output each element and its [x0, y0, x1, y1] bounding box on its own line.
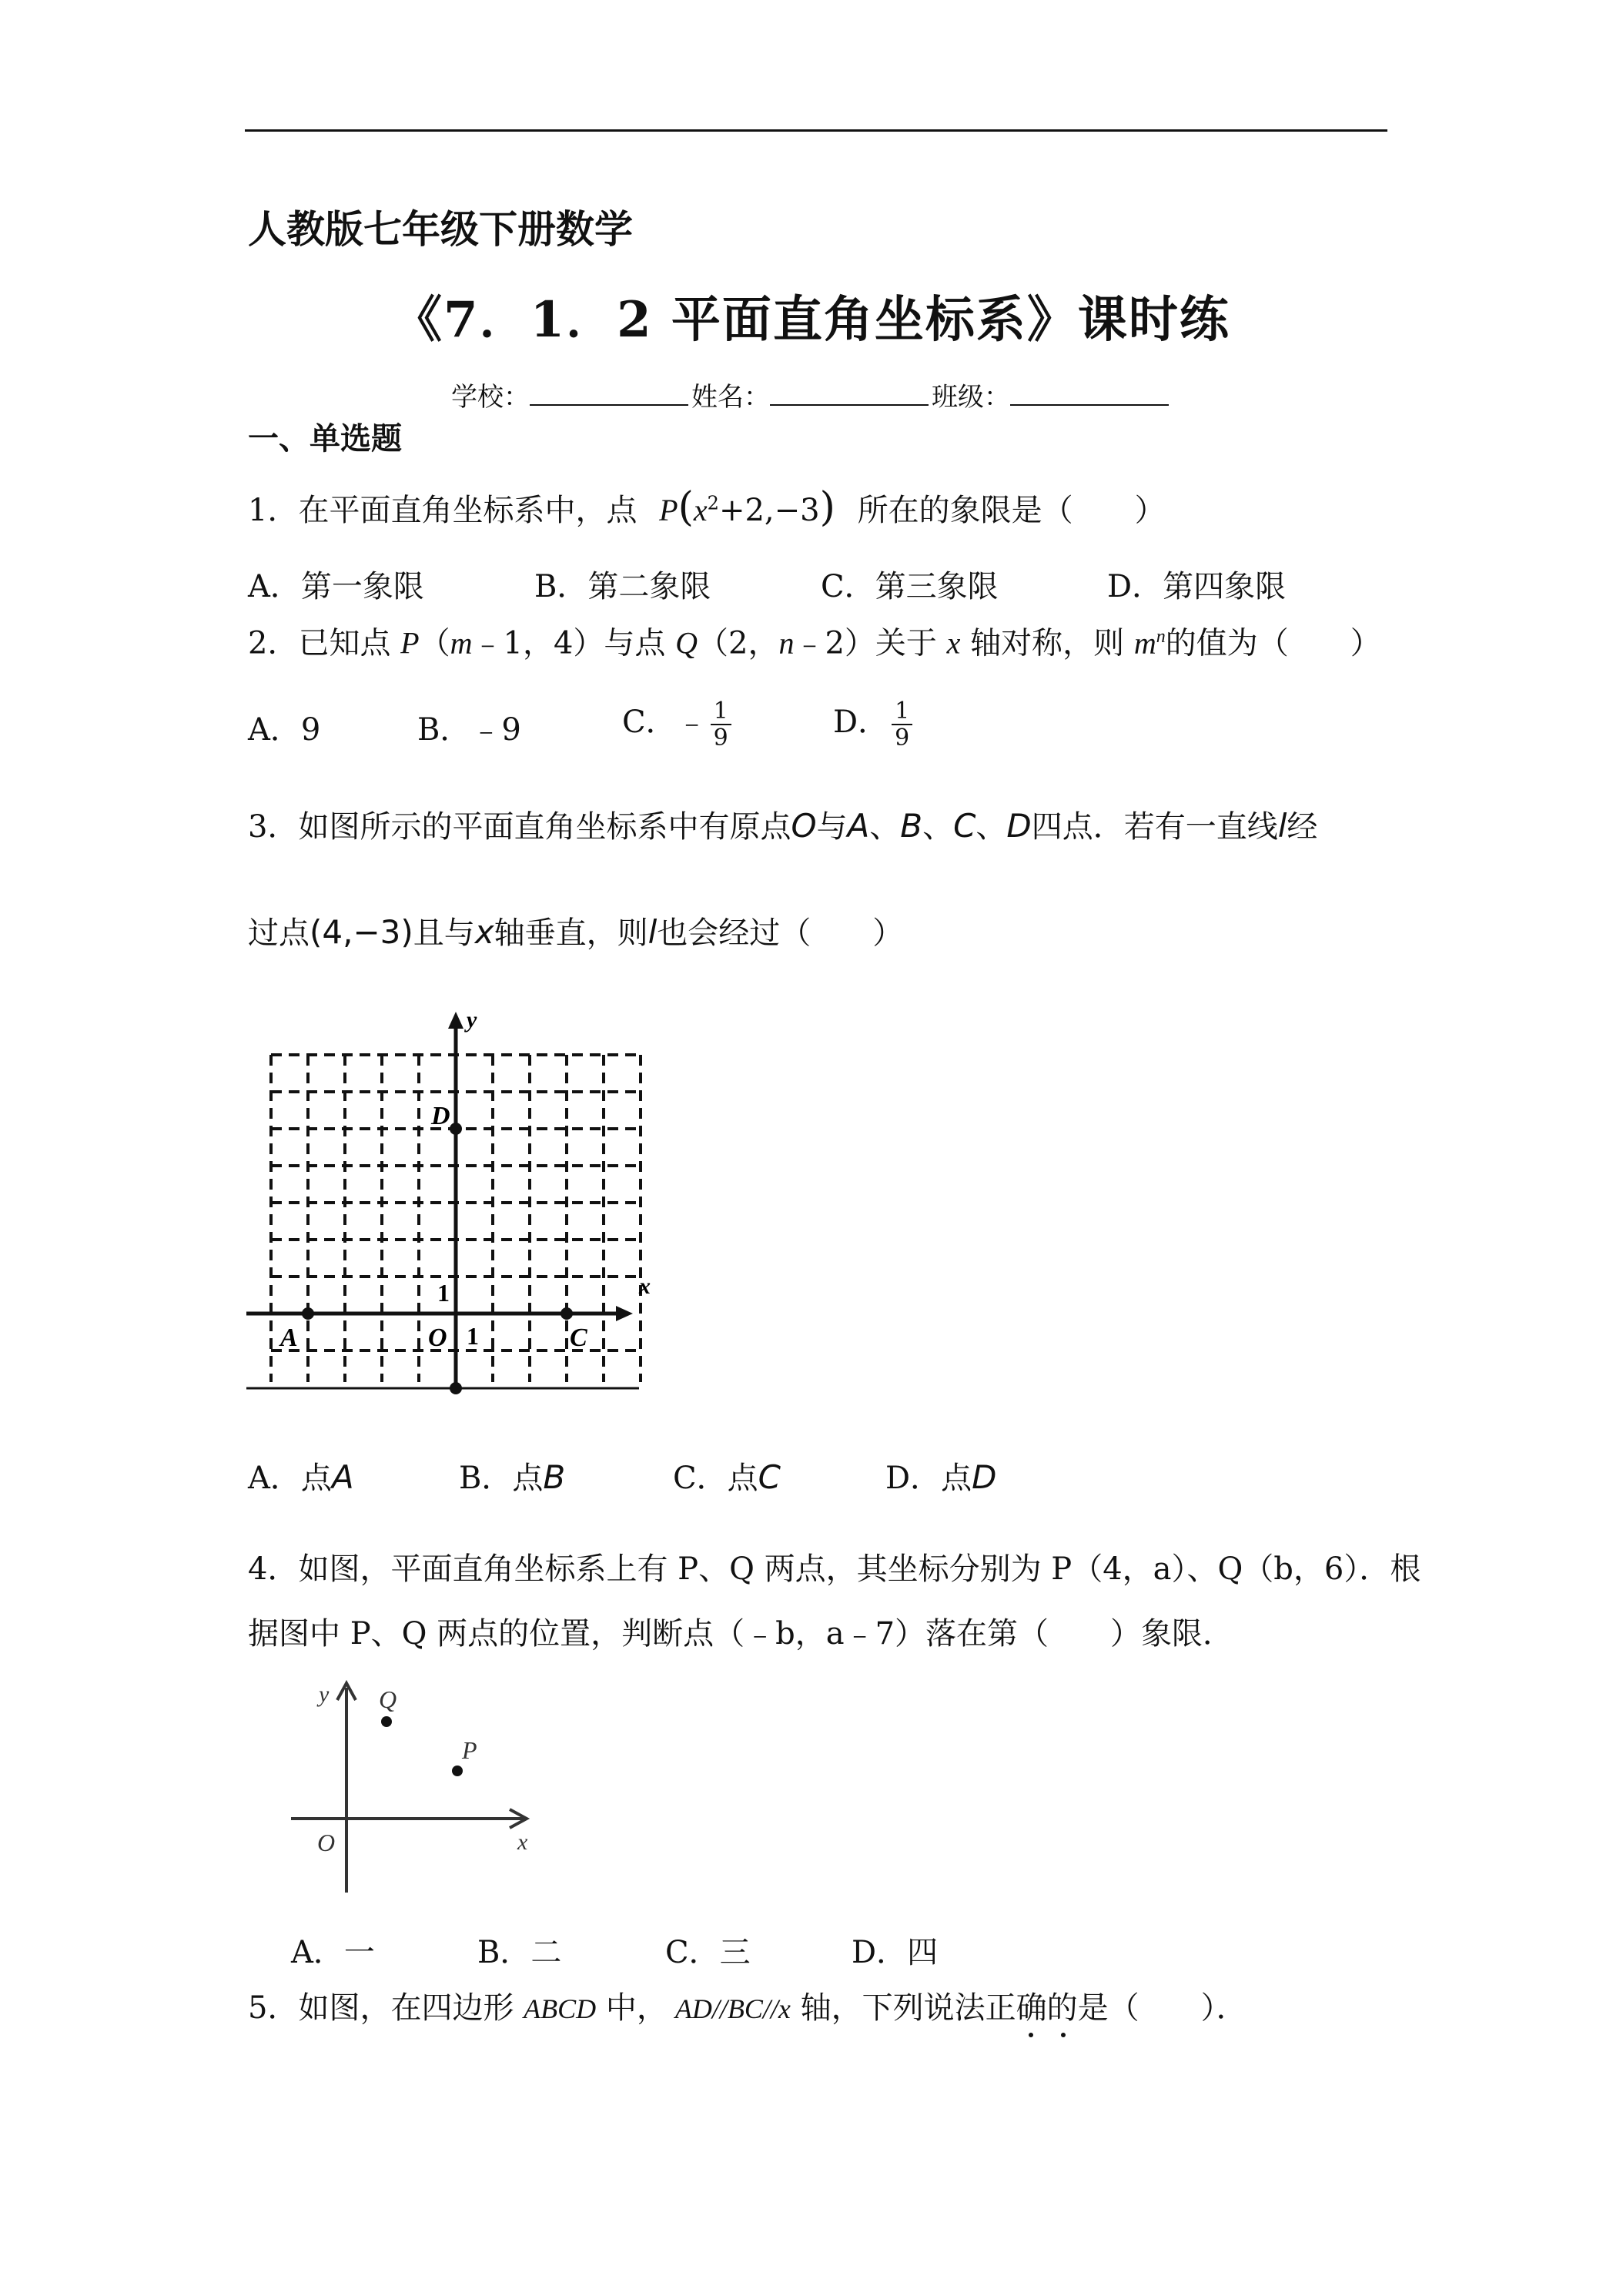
q4-label-o: O	[317, 1829, 336, 1856]
q4-x-label: x	[517, 1829, 528, 1855]
name-label: 姓名：	[691, 382, 770, 413]
q2-option-d[interactable]: D． $\frac{1}{9}$	[833, 698, 915, 751]
q3-coordinate-grid	[239, 1001, 654, 1401]
q3-point-a	[302, 1307, 314, 1320]
school-blank[interactable]	[530, 383, 688, 406]
q1-option-d[interactable]: D．第四象限	[1107, 569, 1287, 604]
q2-option-c[interactable]: C．﹣ $\frac{1}{9}$	[622, 698, 735, 751]
page-title: 《7．1．2 平面直角坐标系》课时练	[393, 291, 1230, 349]
q1-suffix: 所在的象限是（ ）	[857, 493, 1166, 528]
q1-option-a[interactable]: A．第一象限	[248, 569, 424, 604]
q3-point-b	[450, 1382, 462, 1394]
question-5: 5．如图，在四边形 ABCD 中， AD//BC//x 轴，下列说法正确的是（ ）．	[248, 1990, 1247, 2026]
q4-point-p	[452, 1766, 463, 1776]
q2-option-a[interactable]: A．9	[248, 712, 321, 748]
header-rule	[245, 129, 1387, 132]
q1-option-c[interactable]: C．第三象限	[821, 569, 999, 604]
student-info-line	[0, 376, 1623, 413]
section-heading: 一、单选题	[248, 420, 402, 457]
q3-label-a: A	[280, 1324, 298, 1352]
q3-option-c[interactable]: C．点C	[673, 1458, 781, 1496]
class-blank[interactable]	[1010, 383, 1169, 406]
q2-fraction-d: $\frac{1}{9}$	[892, 698, 912, 751]
q3-option-a[interactable]: A．点A	[248, 1458, 354, 1496]
q5-emphasis-dot-2	[1061, 2033, 1066, 2037]
series-title: 人教版七年级下册数学	[248, 206, 633, 252]
question-4-line-1: 4．如图，平面直角坐标系上有 P、Q 两点，其坐标分别为 P（4，a）、Q（b，6）．根	[248, 1551, 1421, 1587]
q1-option-b[interactable]: B．第二象限	[534, 569, 711, 604]
question-3-line-2: 过点(4,−3)且与x轴垂直，则l也会经过（ ）	[248, 913, 904, 951]
q3-label-c: C	[570, 1324, 587, 1352]
q4-coordinate-figure	[285, 1669, 547, 1900]
q4-option-d[interactable]: D．四	[852, 1935, 939, 1970]
q3-y-arrow-icon	[448, 1012, 463, 1029]
q3-x-arrow-icon	[616, 1306, 633, 1321]
name-blank[interactable]	[770, 383, 929, 406]
q1-prefix: 1．在平面直角坐标系中，点	[248, 493, 637, 528]
q3-x-label: x	[639, 1274, 651, 1299]
q4-option-a[interactable]: A．一	[291, 1935, 375, 1970]
q2-option-b[interactable]: B．﹣9	[417, 712, 521, 748]
q3-point-d	[450, 1123, 462, 1135]
q1-expression: $P(x^2+2,-3)$	[659, 484, 835, 530]
q3-point-c	[561, 1307, 573, 1320]
q5-emphasis: 正确	[985, 1990, 1047, 2026]
q5-emphasis-dot-1	[1029, 2033, 1033, 2037]
q4-label-q: Q	[379, 1685, 397, 1713]
question-1	[248, 484, 1166, 530]
q3-label-d: D	[431, 1102, 450, 1130]
q3-option-b[interactable]: B．点B	[459, 1458, 566, 1496]
class-label: 班级：	[932, 382, 1010, 413]
q4-option-c[interactable]: C．三	[665, 1935, 751, 1970]
question-4-line-2: 据图中 P、Q 两点的位置，判断点（﹣b，a﹣7）落在第（ ）象限．	[248, 1616, 1234, 1652]
q4-y-label: y	[319, 1682, 330, 1707]
q3-tick-y-1: 1	[437, 1279, 450, 1307]
q3-label-o: O	[428, 1324, 447, 1352]
q4-option-b[interactable]: B．二	[477, 1935, 562, 1970]
q3-y-label: y	[467, 1007, 477, 1033]
q3-option-d[interactable]: D．点D	[885, 1458, 997, 1496]
question-2: 2．已知点 P（m﹣1，4）与点 Q（2，n﹣2）关于 x 轴对称，则 $m^n$的值为（ ）	[248, 625, 1381, 661]
question-3-line-1: 3．如图所示的平面直角坐标系中有原点O与A、B、C、D四点．若有一直线l经	[248, 807, 1318, 845]
school-label: 学校：	[451, 382, 530, 413]
q4-point-q	[381, 1716, 392, 1727]
q4-label-p: P	[462, 1736, 477, 1764]
q2-fraction-c: $\frac{1}{9}$	[711, 698, 731, 751]
q3-tick-x-1: 1	[467, 1322, 479, 1350]
